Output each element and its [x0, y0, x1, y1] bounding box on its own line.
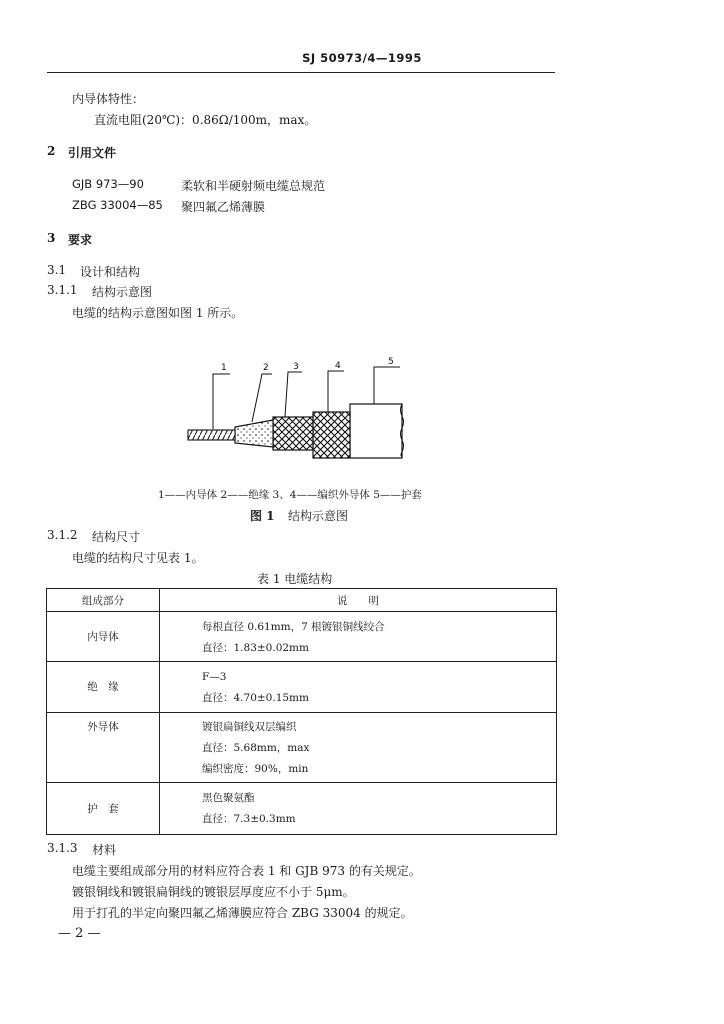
table-cell-part: 外导体 [47, 712, 160, 782]
materials-paragraph: 用于打孔的半定向聚四氟乙烯薄膜应符合 ZBG 33004 的规定。 [72, 906, 413, 920]
section-3-1-1-number: 3.1.1 [47, 283, 78, 297]
reference-title: 聚四氟乙烯薄膜 [181, 200, 266, 214]
column-header-description: 说 明 [160, 589, 557, 612]
figure-label-4: 4 [335, 361, 341, 371]
insulation-layer [235, 420, 273, 447]
section-3-1-3-title: 材料 [92, 843, 117, 857]
table-caption: 表 1 电缆结构 [257, 572, 333, 586]
description-line: 镀银扁铜线双层编织 [202, 720, 297, 733]
table-row [47, 612, 557, 662]
section-3-1-2-text: 电缆的结构尺寸见表 1。 [72, 551, 204, 565]
inner-conductor-heading: 内导体特性： [72, 92, 145, 106]
table-row [47, 662, 557, 712]
section-3-1-title: 设计和结构 [80, 265, 141, 279]
table-cell-part: 内导体 [47, 612, 160, 662]
column-header-part: 组成部分 [47, 589, 160, 612]
section-2-title: 引用文件 [68, 146, 117, 160]
figure-caption-number: 图 1 [250, 509, 275, 523]
section-2-number: 2 [47, 144, 56, 158]
section-3-number: 3 [47, 231, 56, 245]
cable-structure-table [46, 588, 557, 835]
inner-braid-layer [273, 417, 313, 450]
materials-paragraph: 镀银铜线和镀银扁铜线的镀银层厚度应不小于 5μm。 [72, 885, 355, 899]
table-row [47, 712, 557, 782]
page-number: — 2 — [58, 926, 101, 941]
figure-label-1: 1 [221, 363, 227, 373]
table-cell-description [160, 612, 557, 662]
cable-structure-diagram [170, 355, 420, 465]
document-number: SJ 50973/4—1995 [302, 51, 422, 65]
description-line: 直径：1.83±0.02mm [202, 641, 309, 654]
table-cell-description [160, 712, 557, 782]
section-3-1-1-title: 结构示意图 [92, 285, 153, 299]
description-line: 直径：7.3±0.3mm [202, 813, 296, 826]
header-rule [47, 72, 555, 73]
section-3-1-number: 3.1 [47, 263, 67, 277]
reference-code: GJB 973—90 [72, 177, 144, 191]
table-cell-part: 护 套 [47, 782, 160, 834]
figure-caption-title: 结构示意图 [288, 509, 349, 523]
reference-code: ZBG 33004—85 [72, 198, 163, 212]
description-line: 直径：5.68mm，max [202, 741, 310, 754]
description-line: 黑色聚氨酯 [202, 792, 255, 805]
table-cell-description [160, 782, 557, 834]
materials-paragraph: 电缆主要组成部分用的材料应符合表 1 和 GJB 973 的有关规定。 [72, 864, 421, 878]
outer-braid-layer [313, 412, 350, 458]
section-3-1-2-title: 结构尺寸 [92, 530, 141, 544]
section-3-1-3-number: 3.1.3 [47, 841, 78, 855]
table-cell-description [160, 662, 557, 712]
description-line: F—3 [202, 670, 227, 683]
description-line: 直径：4.70±0.15mm [202, 691, 309, 704]
figure-legend: 1——内导体 2——绝缘 3、4——编织外导体 5——护套 [158, 489, 422, 501]
description-line: 每根直径 0.61mm，7 根镀银铜线绞合 [202, 620, 385, 633]
figure-label-3: 3 [293, 362, 299, 372]
description-line: 编织密度：90%，min [202, 762, 309, 775]
table-row [47, 782, 557, 834]
section-3-1-2-number: 3.1.2 [47, 528, 78, 542]
table-cell-part: 绝 缘 [47, 662, 160, 712]
reference-title: 柔软和半硬射频电缆总规范 [181, 179, 326, 193]
section-3-1-1-text: 电缆的结构示意图如图 1 所示。 [72, 306, 244, 320]
jacket-layer [350, 404, 402, 458]
section-3-title: 要求 [68, 233, 93, 247]
inner-conductor-wire [188, 430, 235, 440]
dc-resistance-text: 直流电阻(20℃)：0.86Ω/100m，max。 [94, 113, 317, 127]
figure-label-5: 5 [388, 357, 394, 367]
figure-label-2: 2 [263, 363, 269, 373]
table-header-row [47, 589, 557, 612]
